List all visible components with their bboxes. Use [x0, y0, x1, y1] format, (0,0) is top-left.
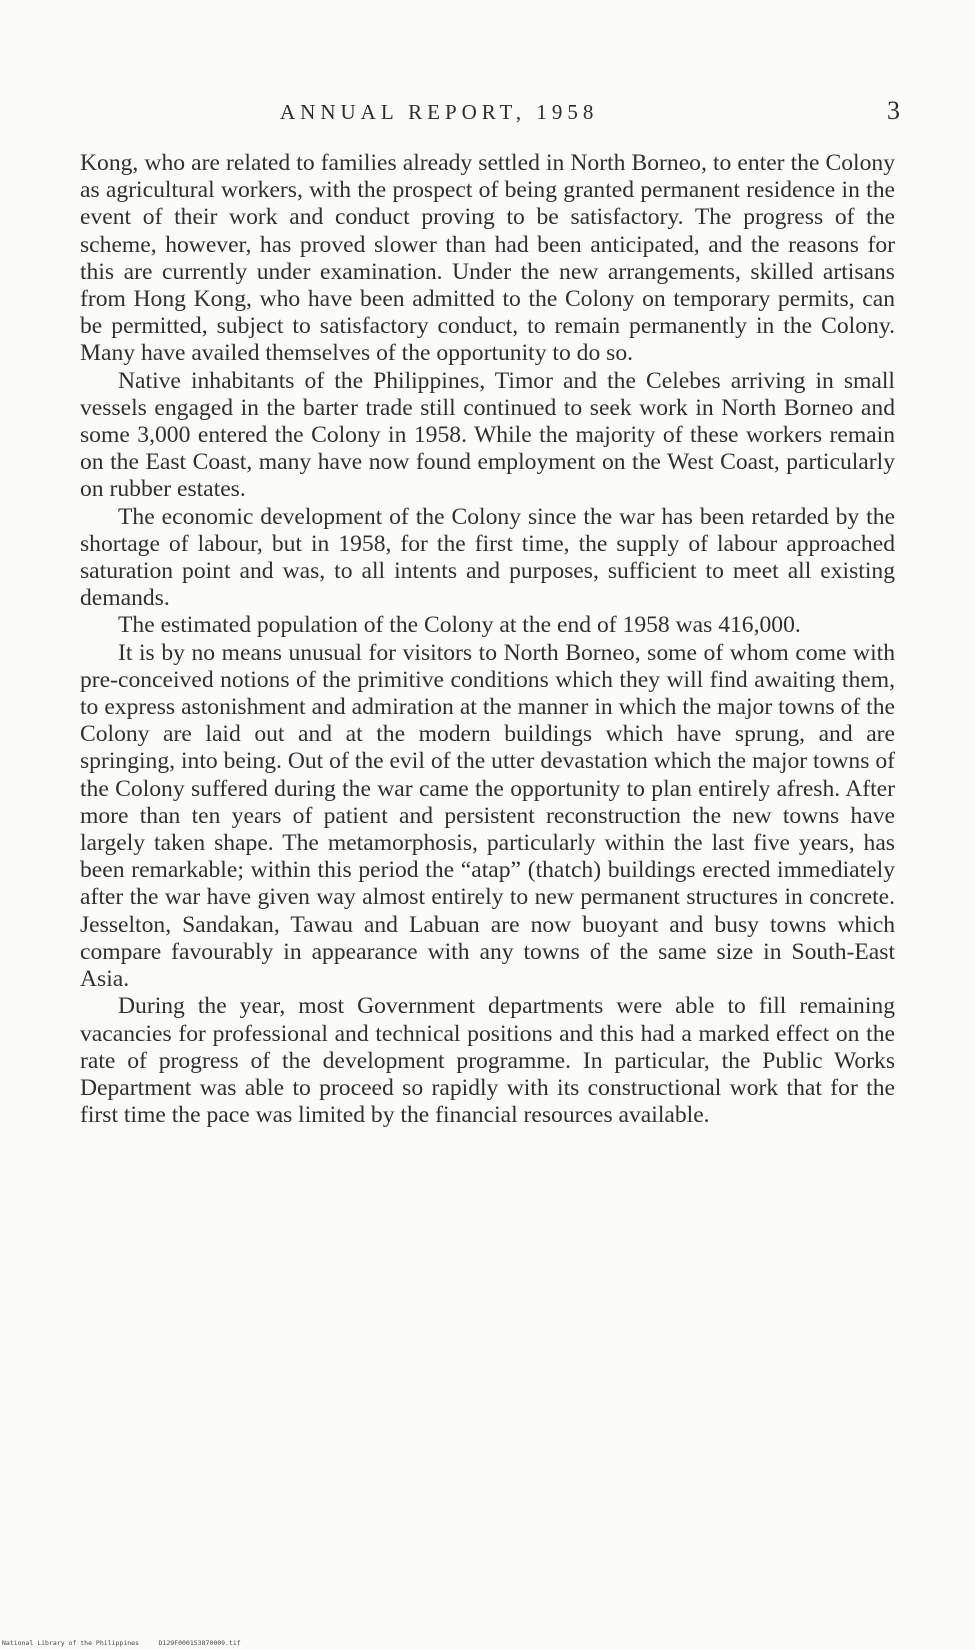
- paragraph-population: The estimated population of the Colony at the end of 1958 was 416,000.: [118, 612, 801, 639]
- paragraph-native-inhabitants: Native inhabitants of the Philippines, Timor and the Celebes arriving in small vessels engaged in the barter trade still continued to seek work in North Borneo and some 3,000 entered the Colony in 1958. While the majority of these workers remain on the East Coast, many have now found employment on the West Coast, particularly on rubber estates.: [80, 367, 895, 503]
- paragraph-towns: It is by no means unusual for visitors to North Borneo, some of whom come with pre-conceived notions of the primitive conditions which they will find awaiting them, to express astonishment and admiration at the manner in which the major towns of the Colony are laid out and at the modern buildings which have sprung, and are springing, into being. Out of the evil of the utter devastation which the major towns of the Colony suffered during the war came the opportunity to plan entirely afresh. After more than ten years of patient and persistent reconstruction the new towns have largely taken shape. The metamorphosis, particularly within the last five years, has been remarkable; within this period the “atap” (thatch) buildings erected immediately after the war have given way almost entirely to new permanent structures in concrete. Jesselton, Sandakan, Tawau and Labuan are now buoyant and busy towns which compare favourably in appearance with any towns of the same size in South-East Asia.: [80, 639, 895, 993]
- paragraph-immigration: Kong, who are related to families already settled in North Borneo, to enter the Colony as agricultural workers, with the prospect of being granted permanent residence in the event of their work and conduct proving to be satisfactory. The progress of the scheme, however, has proved slower than had been anticipated, and the reasons for this are currently under examination. Under the new arrangements, skilled artisans from Hong Kong, who have been admitted to the Colony on temporary permits, can be permitted, subject to satisfactory conduct, to remain permanently in the Colony. Many have availed themselves of the opportunity to do so.: [80, 150, 895, 367]
- scan-footer-note: National Library of the Philippines D129F000153870009.tif: [2, 1639, 241, 1647]
- paragraph-government-departments: During the year, most Government departments were able to fill remaining vacancies for professional and technical positions and this had a marked effect on the rate of progress of the development programme. In particular, the Public Works Department was able to proceed so rapidly with its constructional work that for the first time the pace was limited by the financial resources available.: [80, 993, 895, 1129]
- body-text: [80, 150, 895, 1129]
- page-number: 3: [887, 96, 900, 125]
- paragraph-economic-development: The economic development of the Colony since the war has been retarded by the shortage of labour, but in 1958, for the first time, the supply of labour approached saturation point and was, to all intents and purposes, sufficient to meet all existing demands.: [80, 503, 895, 612]
- running-title: ANNUAL REPORT, 1958: [280, 100, 599, 124]
- running-head: [80, 96, 900, 132]
